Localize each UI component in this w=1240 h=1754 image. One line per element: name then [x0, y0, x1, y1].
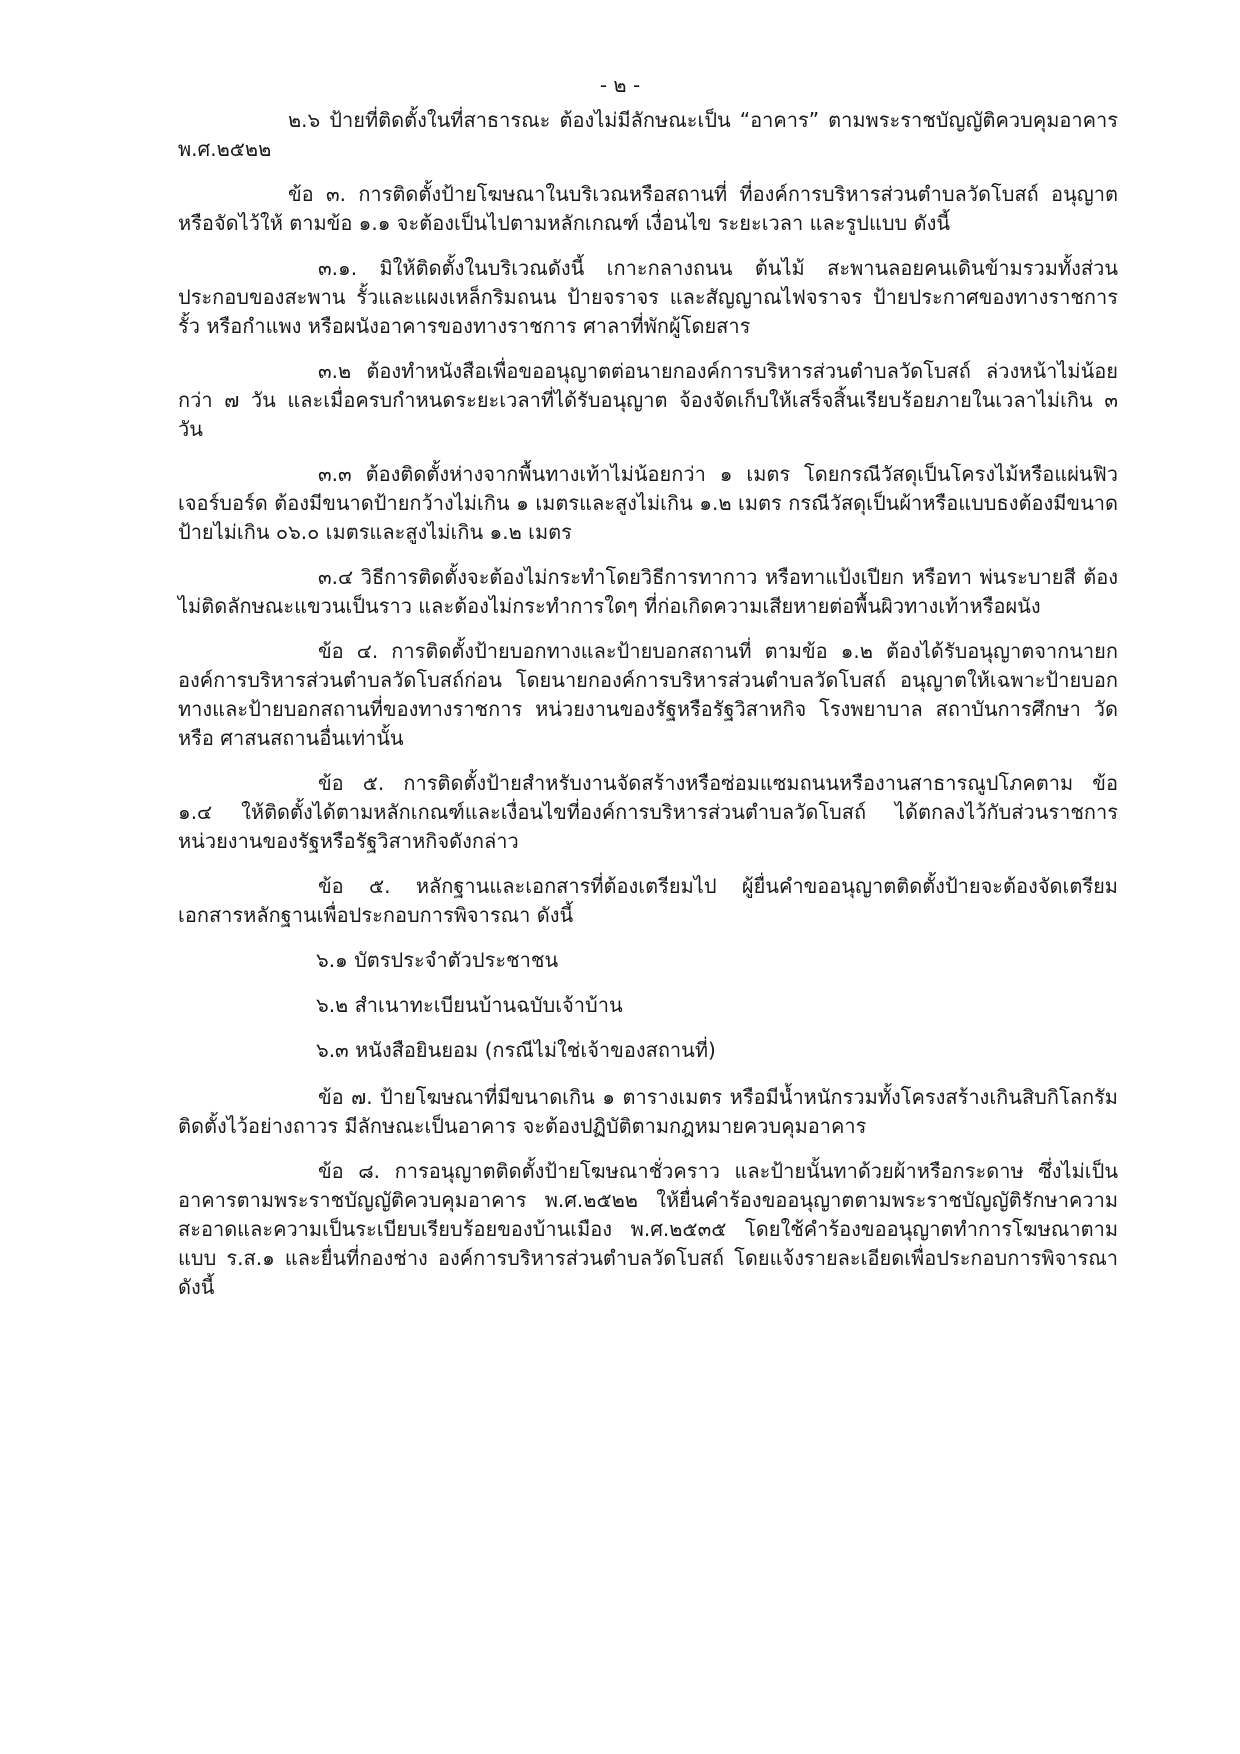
clause-3-3: ๓.๓ ต้องติดตั้งห่างจากพื้นทางเท้าไม่น้อยกว่า ๑ เมตร โดยกรณีวัสดุเป็นโครงไม้หรือแผ่นฟิวเจอร์บอร์ด ต้องมีขนาดป้ายกว้างไม่เกิน ๑ เมตรและสูงไม่เกิน ๑.๒ เมตร กรณีวัสดุเป็นผ้าหรือแบบธงต้องมีขนาดป้ายไม่เกิน ๐๖.๐ เมตรและสูงไม่เกิน ๑.๒ เมตร [178, 462, 1118, 544]
clause-5-signage: ข้อ ๕. การติดตั้งป้ายสำหรับงานจัดสร้างหรือซ่อมแซมถนนหรืองานสาธารณูปโภคตาม ข้อ ๑.๔ ให้ติดตั้งได้ตามหลักเกณฑ์และเงื่อนไขที่องค์การบริหารส่วนตำบลวัดโบสถ์ ได้ตกลงไว้กับส่วนราชการ หน่วยงานของรัฐหรือรัฐวิสาหกิจดังกล่าว [178, 771, 1118, 853]
clause-2-6: ๒.๖ ป้ายที่ติดตั้งในที่สาธารณะ ต้องไม่มีลักษณะเป็น “อาคาร” ตามพระราชบัญญัติควบคุมอาคาร พ.ศ.๒๕๒๒ [178, 108, 1118, 161]
document-item-consent-letter: ๖.๓ หนังสือยินยอม (กรณีไม่ใช่เจ้าของสถานที่) [316, 1038, 716, 1062]
document-item-id-card: ๖.๑ บัตรประจำตัวประชาชน [316, 948, 559, 972]
clause-8: ข้อ ๘. การอนุญาตติดตั้งป้ายโฆษณาชั่วคราว และป้ายนั้นทาด้วยผ้าหรือกระดาษ ซึ่งไม่เป็นอาคารตามพระราชบัญญัติควบคุมอาคาร พ.ศ.๒๕๒๒ ให้ยื่นคำร้องขออนุญาตตามพระราชบัญญัติรักษาความสะอาดและความเป็นระเบียบเรียบร้อยของบ้านเมือง พ.ศ.๒๕๓๕ โดยใช้คำร้องขออนุญาตทำการโฆษณาตามแบบ ร.ส.๑ และยื่นที่กองช่าง องค์การบริหารส่วนตำบลวัดโบสถ์ โดยแจ้งรายละเอียดเพื่อประกอบการพิจารณา ดังนี้ [178, 1159, 1118, 1299]
clause-3-4: ๓.๔ วิธีการติดตั้งจะต้องไม่กระทำโดยวิธีการทากาว หรือทาแป้งเปียก หรือทา พ่นระบายสี ต้องไม่ติดลักษณะแขวนเป็นราว และต้องไม่กระทำการใดๆ ที่ก่อเกิดความเสียหายต่อพื้นผิวทางเท้าหรือผนัง [178, 565, 1118, 618]
clause-7: ข้อ ๗. ป้ายโฆษณาที่มีขนาดเกิน ๑ ตารางเมตร หรือมีน้ำหนักรวมทั้งโครงสร้างเกินสิบกิโลกรัม ติดตั้งไว้อย่างถาวร มีลักษณะเป็นอาคาร จะต้องปฏิบัติตามกฎหมายควบคุมอาคาร [178, 1085, 1118, 1138]
document-body [178, 106, 1118, 1318]
clause-4: ข้อ ๔. การติดตั้งป้ายบอกทางและป้ายบอกสถานที่ ตามข้อ ๑.๒ ต้องได้รับอนุญาตจากนายกองค์การบริหารส่วนตำบลวัดโบสถ์ก่อน โดยนายกองค์การบริหารส่วนตำบลวัดโบสถ์ อนุญาตให้เฉพาะป้ายบอกทางและป้ายบอกสถานที่ของทางราชการ หน่วยงานของรัฐหรือรัฐวิสาหกิจ โรงพยาบาล สถาบันการศึกษา วัด หรือ ศาสนสถานอื่นเท่านั้น [178, 639, 1118, 750]
clause-3-1: ๓.๑. มิให้ติดตั้งในบริเวณดังนี้ เกาะกลางถนน ต้นไม้ สะพานลอยคนเดินข้ามรวมทั้งส่วนประกอบของสะพาน รั้วและแผงเหล็กริมถนน ป้ายจราจร และสัญญาณไฟจราจร ป้ายประกาศของทางราชการ รั้ว หรือกำแพง หรือผนังอาคารของทางราชการ ศาลาที่พักผู้โดยสาร [178, 256, 1118, 338]
clause-3: ข้อ ๓. การติดตั้งป้ายโฆษณาในบริเวณหรือสถานที่ ที่องค์การบริหารส่วนตำบลวัดโบสถ์ อนุญาตหรือจัดไว้ให้ ตามข้อ ๑.๑ จะต้องเป็นไปตามหลักเกณฑ์ เงื่อนไข ระยะเวลา และรูปแบบ ดังนี้ [178, 182, 1118, 235]
page-number: - ๒ - [599, 73, 641, 97]
clause-3-2: ๓.๒ ต้องทำหนังสือเพื่อขออนุญาตต่อนายกองค์การบริหารส่วนตำบลวัดโบสถ์ ล่วงหน้าไม่น้อยกว่า ๗ วัน และเมื่อครบกำหนดระยะเวลาที่ได้รับอนุญาต จ้องจัดเก็บให้เสร็จสิ้นเรียบร้อยภายในเวลาไม่เกิน ๓ วัน [178, 359, 1118, 441]
document-item-house-registration: ๖.๒ สำเนาทะเบียนบ้านฉบับเจ้าบ้าน [316, 993, 623, 1017]
clause-5-documents: ข้อ ๕. หลักฐานและเอกสารที่ต้องเตรียมไป ผู้ยื่นคำขออนุญาตติดตั้งป้ายจะต้องจัดเตรียมเอกสารหลักฐานเพื่อประกอบการพิจารณา ดังนี้ [178, 874, 1118, 927]
